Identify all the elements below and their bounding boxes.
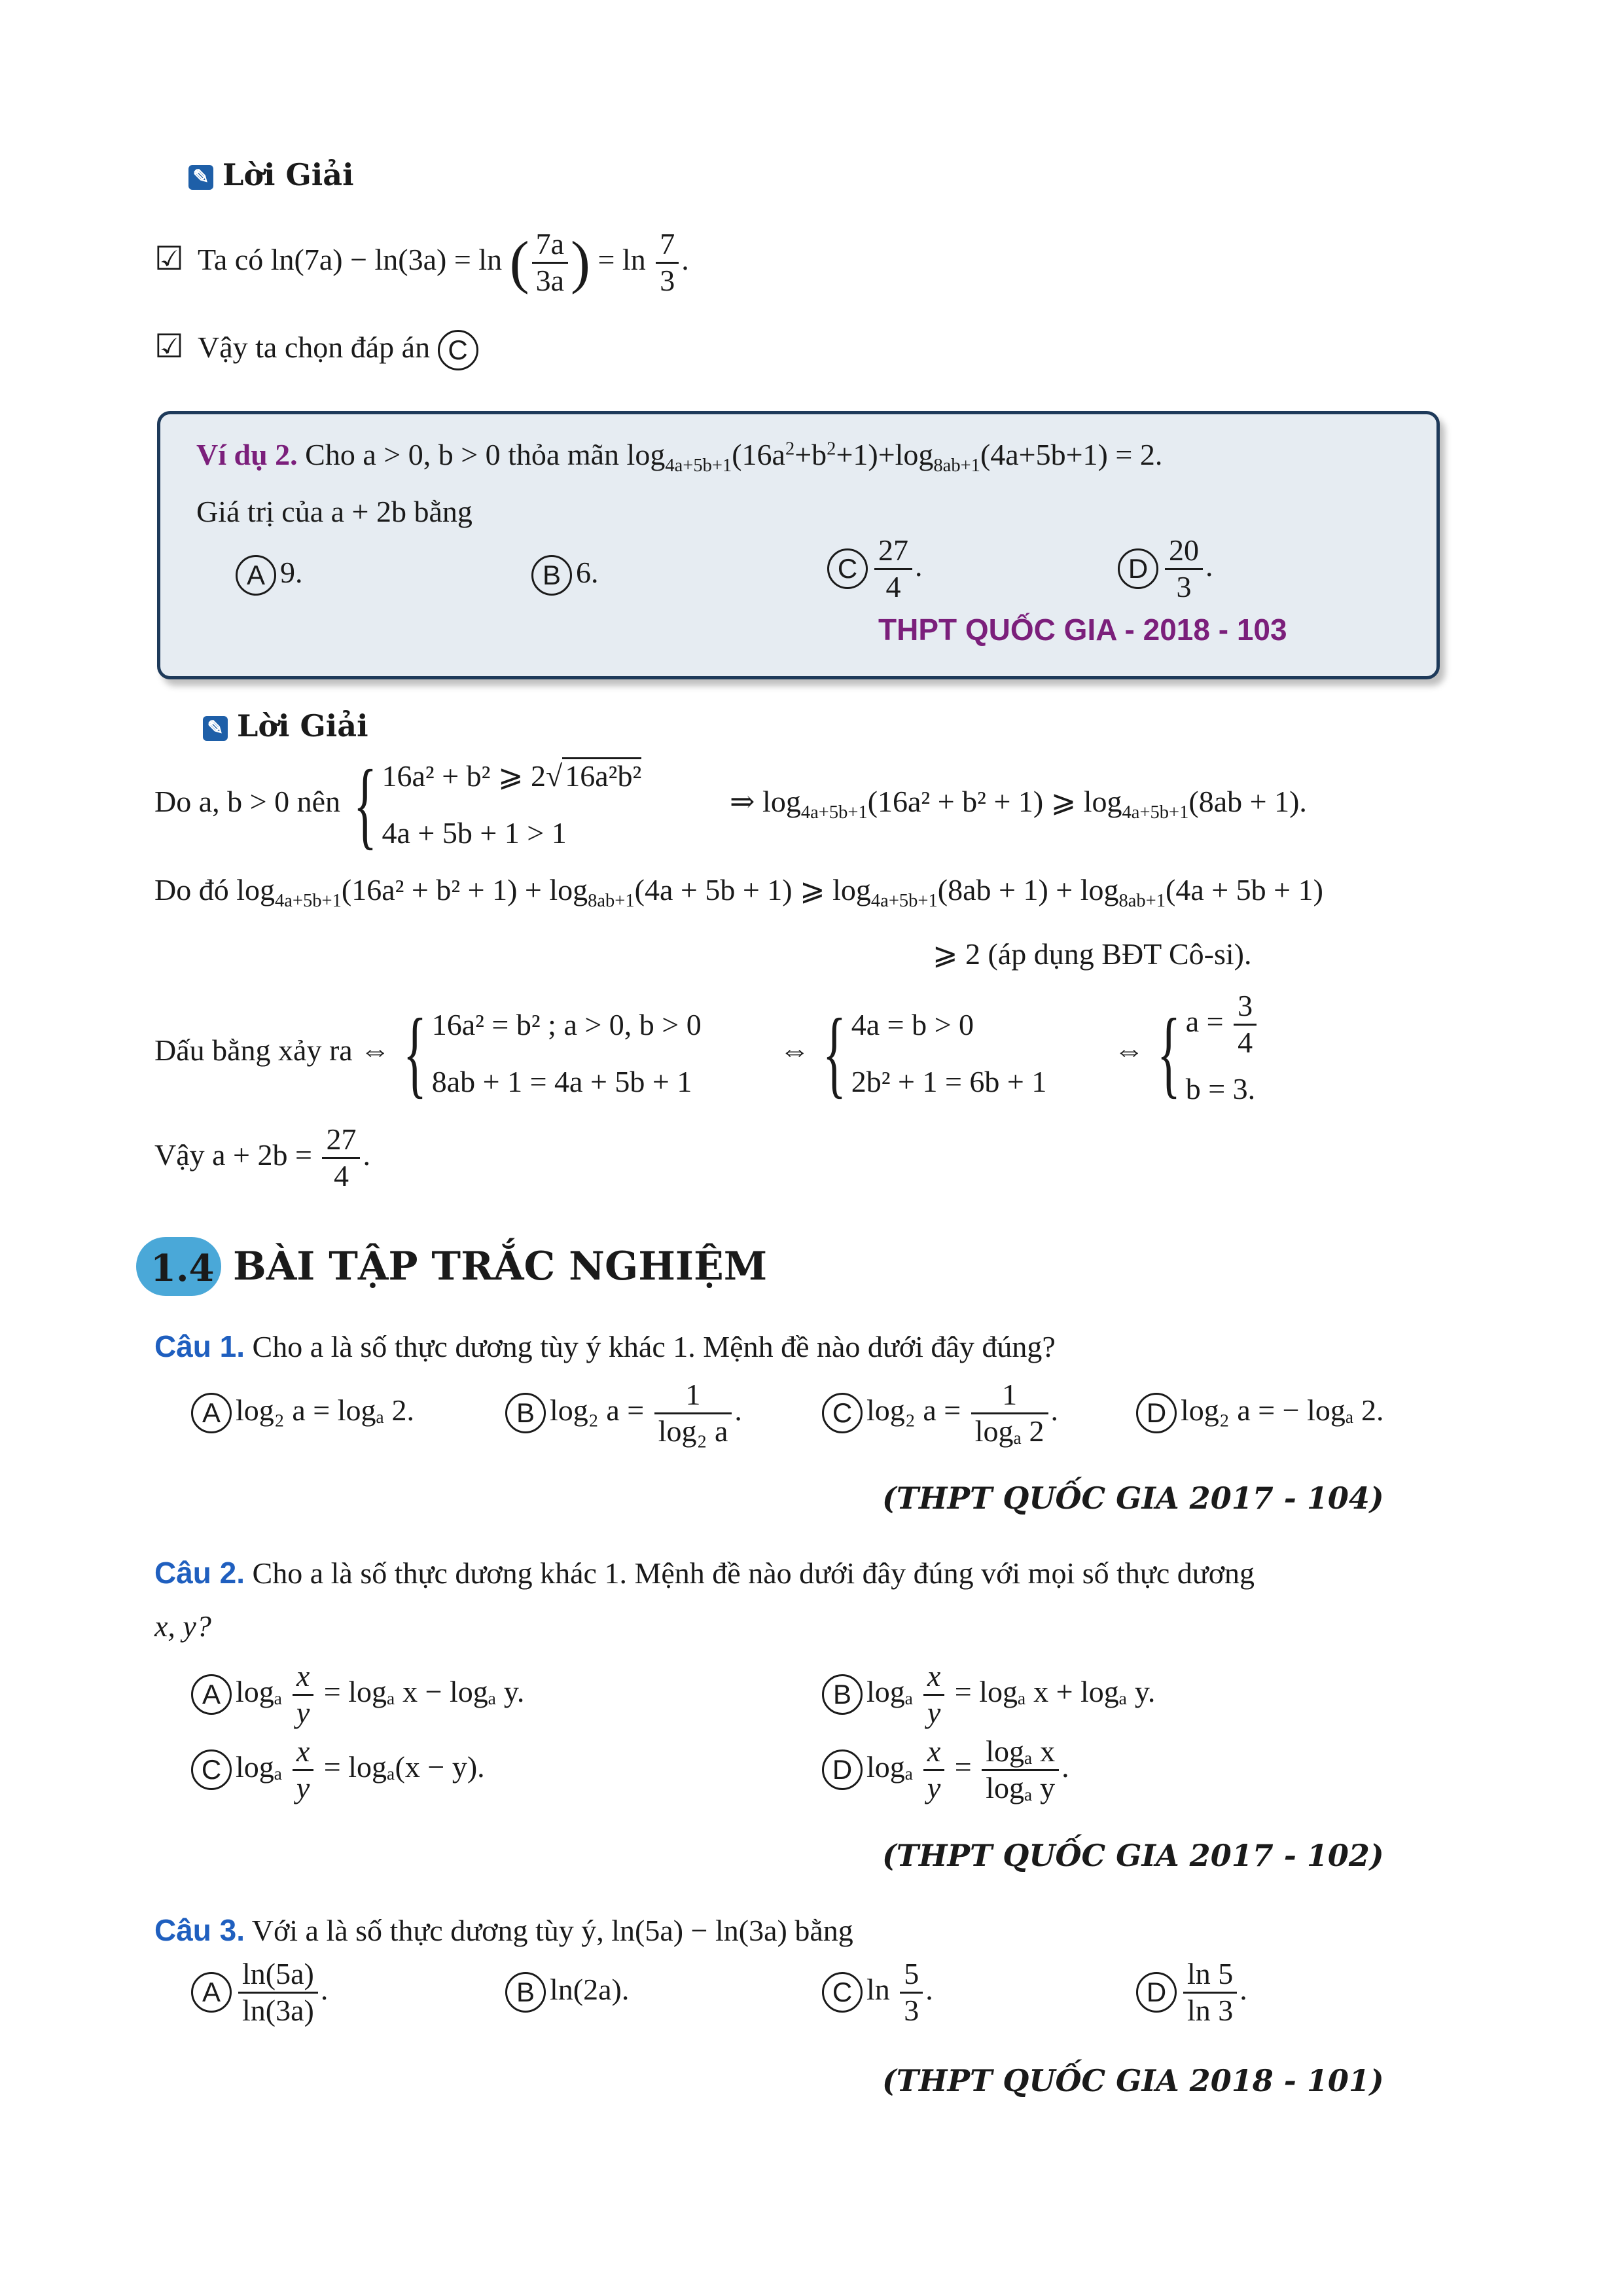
option-b[interactable]: B 6.	[531, 540, 599, 605]
q1-option-c[interactable]: C log₂ a = $\frac{1}{\text{logₐ 2}}$ .	[822, 1368, 1058, 1453]
option-a[interactable]: A 9.	[236, 540, 303, 605]
option-letter: A	[191, 1972, 232, 2013]
q1-source: (THPT QUỐC GIA 2017 - 104)	[882, 1480, 1384, 1516]
solution-1-line-1: ☑ Ta có ln(7a) − ln(3a) = ln ( $\frac{7a}{3a}$ ) = ln $\frac{7}{3}$ .	[154, 216, 689, 301]
question-3: Câu 3. Với a là số thực dương tùy ý, ln(5a) − ln(3a) bằng	[154, 1913, 853, 1947]
solution-1-line-2: ☑ Vậy ta chọn đáp án C	[154, 327, 482, 370]
pencil-icon: ✎	[203, 716, 228, 741]
fraction: $\frac{7a}{3a}$	[532, 227, 568, 298]
option-c[interactable]: C $\frac{27}{4}$ .	[827, 533, 923, 605]
section-title: BÀI TẬP TRẮC NGHIỆM	[233, 1244, 768, 1289]
option-letter: C	[827, 548, 868, 589]
section-number: 1.4	[151, 1247, 215, 1290]
option-letter: A	[236, 555, 276, 596]
solution-heading-2: ✎ Lời Giải	[203, 708, 368, 744]
q2-option-a[interactable]: A logₐ $\frac{x}{y}$ = logₐ x − logₐ y.	[191, 1649, 524, 1734]
option-letter: C	[822, 1972, 863, 2013]
checkbox-icon: ☑	[154, 328, 184, 365]
q2-source: (THPT QUỐC GIA 2017 - 102)	[882, 1838, 1384, 1873]
q3-source: (THPT QUỐC GIA 2018 - 101)	[882, 2063, 1384, 2098]
q3-option-c[interactable]: C ln $\frac{5}{3}$ .	[822, 1947, 933, 2032]
option-letter: A	[191, 1674, 232, 1715]
pencil-icon: ✎	[188, 165, 213, 190]
q1-option-a[interactable]: A log₂ a = logₐ 2.	[191, 1368, 414, 1453]
option-letter: B	[822, 1674, 863, 1715]
option-letter: C	[822, 1393, 863, 1433]
solution-2-line-2: Do đó $\log_{4a+5b+1}(16a^2 + b^2 + 1) + \log_{8ab+1}(4a + 5b + 1)$ ⩾ $\log_{4a+5b+1}(8ab + 1) + \log_{8ab+1}(4a + 5b + 1)$	[154, 873, 1323, 911]
solution-heading-1: ✎ Lời Giải	[188, 157, 354, 192]
q2-option-c[interactable]: C logₐ $\frac{x}{y}$ = logₐ(x − y).	[191, 1725, 485, 1810]
option-d[interactable]: D $\frac{20}{3}$ .	[1118, 533, 1213, 605]
option-letter: D	[822, 1749, 863, 1790]
solution-2-equality: Dấu bằng xảy ra ⇔ { 16a² = b² ; a > 0, b > 0 8ab + 1 = 4a + 5b + 1 ⇔ { 4a = b > 0 2b² + 1 = 6b + 1 ⇔ { a = $\frac{3}{4}$ b = 3.	[154, 989, 1256, 1108]
checkbox-icon: ☑	[154, 240, 184, 277]
example-2-question-line-2: Giá trị của a + 2b bằng	[196, 495, 473, 528]
q2-option-d[interactable]: D logₐ $\frac{x}{y}$ = $\frac{\text{logₐ x}}{\text{logₐ y}}$ .	[822, 1725, 1069, 1810]
option-letter: D	[1136, 1393, 1177, 1433]
option-letter: D	[1118, 548, 1158, 589]
fraction: $\frac{7}{3}$	[656, 227, 679, 298]
q3-option-a[interactable]: A $\frac{\ln(5a)}{\ln(3a)}$ .	[191, 1947, 328, 2032]
question-1: Câu 1. Cho a là số thực dương tùy ý khác 1. Mệnh đề nào dưới đây đúng?	[154, 1329, 1056, 1363]
option-letter: B	[531, 555, 572, 596]
example-2-question: Ví dụ 2. Cho a > 0, b > 0 thỏa mãn $\log_{4a+5b+1}(16a^2+b^2+1)+\log_{8ab+1}(4a+5b+1) = 2$.	[196, 438, 1163, 476]
question-2: Câu 2. Cho a là số thực dương khác 1. Mệnh đề nào dưới đây đúng với mọi số thực dương	[154, 1556, 1255, 1590]
q2-option-b[interactable]: B logₐ $\frac{x}{y}$ = logₐ x + logₐ y.	[822, 1649, 1155, 1734]
option-letter: D	[1136, 1972, 1177, 2013]
q1-option-d[interactable]: D log₂ a = − logₐ 2.	[1136, 1368, 1383, 1453]
answer-badge: C	[438, 330, 478, 370]
q1-option-b[interactable]: B log₂ a = $\frac{1}{\text{log₂ a}}$ .	[505, 1368, 742, 1453]
solution-2-line-1: Do a, b > 0 nên { 16a² + b² ⩾ 2√16a²b² 4a + 5b + 1 > 1 ⇒ $\log_{4a+5b+1}(16a^2 + b^2 + 1)$ ⩾ $\log_{4a+5b+1}(8ab + 1)$.	[154, 750, 1307, 859]
option-letter: B	[505, 1972, 546, 2013]
solution-2-line-3: ⩾ 2 (áp dụng BĐT Cô-si).	[933, 937, 1252, 971]
q3-option-d[interactable]: D $\frac{\ln 5}{\ln 3}$ .	[1136, 1947, 1247, 2032]
option-letter: B	[505, 1393, 546, 1433]
q3-option-b[interactable]: B ln(2a).	[505, 1947, 629, 2032]
question-2-line-2: x, y?	[154, 1609, 211, 1643]
solution-2-final: Vậy a + 2b = $\frac{27}{4}$ .	[154, 1122, 370, 1193]
example-source: THPT QUỐC GIA - 2018 - 103	[878, 613, 1287, 647]
option-letter: A	[191, 1393, 232, 1433]
option-letter: C	[191, 1749, 232, 1790]
